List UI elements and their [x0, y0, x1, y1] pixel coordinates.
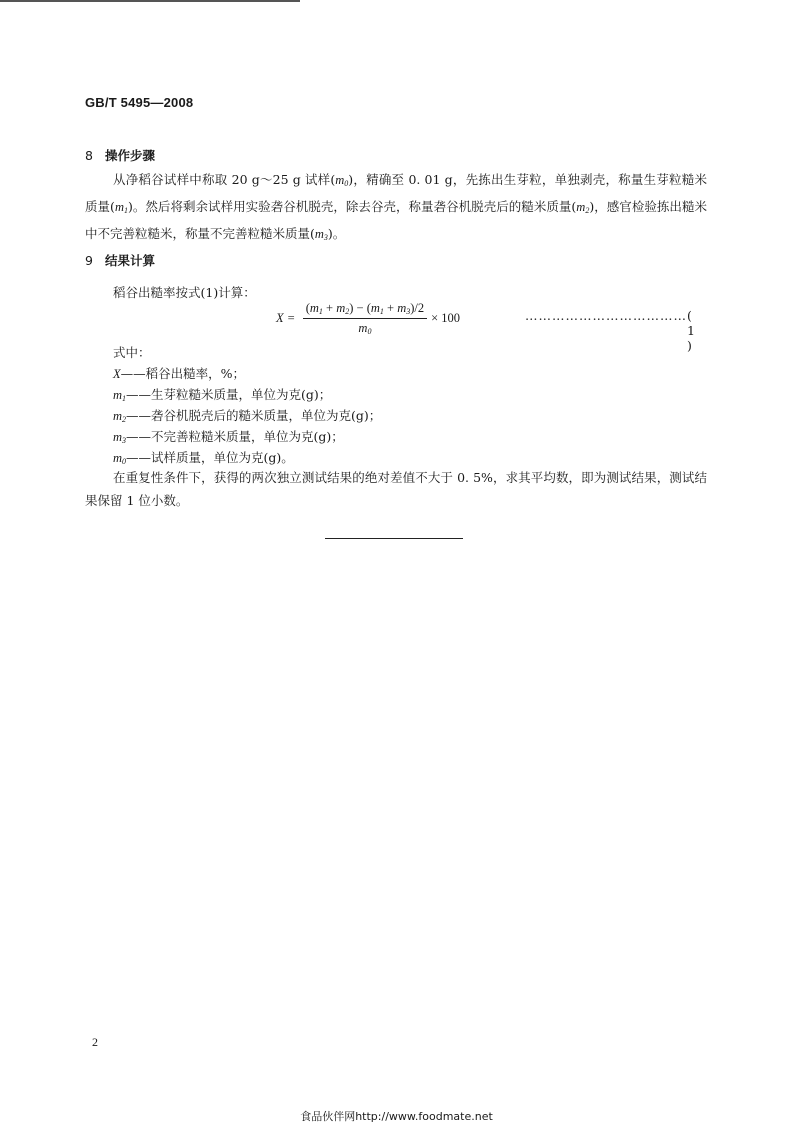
definition-m2: $m_2——$砻谷机脱壳后的糙米质量，单位为克(g)； [113, 408, 382, 424]
section-8-heading [85, 146, 155, 164]
repeatability-paragraph: 在重复性条件下，获得的两次独立测试结果的绝对差值不大于 0. 5%，求其平均数，即为测试结果，测试结果保留 1 位小数。 [85, 470, 707, 508]
end-rule [325, 538, 463, 539]
formula-intro: 稻谷出糙率按式(1)计算： [113, 285, 256, 300]
section-9-number: 9 [85, 253, 93, 268]
fraction-numerator: $(m_1 + m_2) - (m_1 + m_3)/2$ [303, 301, 427, 319]
footer-website: 食品伙伴网http://www.foodmate.net [300, 1110, 493, 1123]
symbol-m1: $m_1$ [114, 200, 128, 215]
times-sign: × [431, 310, 439, 325]
text-run: )，感官检验拣出糙米中不完善粒糙米，称量不完善粒糙米质量( [85, 199, 707, 241]
where-label: 式中： [113, 345, 151, 360]
formula-lhs: X [276, 310, 284, 325]
definition-m3: $m_3——$不完善粒糙米质量，单位为克(g)； [113, 429, 344, 445]
section-9-title: 结果计算 [105, 253, 156, 268]
symbol-m2: $m_2$ [576, 200, 590, 215]
symbol-m3: $m_3$ [314, 227, 328, 242]
standard-code: GB/T 5495—2008 [85, 95, 194, 110]
text-run: )。 [327, 226, 346, 241]
leader-dots: ……………………………… [525, 308, 687, 323]
definition-m1: $m_1——$生芽粒糙米质量，单位为克(g)； [113, 387, 332, 403]
text-run: )。然后将剩余试样用实验砻谷机脱壳，除去谷壳，称量砻谷机脱壳后的糙米质量( [127, 199, 577, 214]
symbol-m0: $m_0$ [335, 173, 349, 188]
fraction-denominator: $m_0$ [358, 320, 372, 336]
text-run: )，精确至 0. 01 g，先拣出生芽粒，单独剥壳，称量生芽粒糙米质量( [85, 172, 707, 214]
section-9-heading [85, 251, 155, 269]
fraction [303, 301, 427, 336]
section-8-title: 操作步骤 [105, 148, 156, 163]
text-run: 从净稻谷试样中称取 20 g～25 g 试样( [113, 172, 336, 187]
definition-m0: $m_0——$试样质量，单位为克(g)。 [113, 450, 294, 466]
definition-x: X——稻谷出糙率，%； [113, 366, 246, 381]
equals-sign: = [287, 310, 295, 325]
section-8-number: 8 [85, 148, 93, 163]
section-8-paragraph [85, 168, 707, 249]
page-number: 2 [92, 1035, 98, 1049]
equation-number: ( 1 ) [687, 308, 695, 353]
equation-number-row [525, 308, 703, 353]
factor-100: 100 [441, 310, 460, 325]
formula-1 [276, 298, 460, 338]
top-border-line [0, 0, 300, 2]
